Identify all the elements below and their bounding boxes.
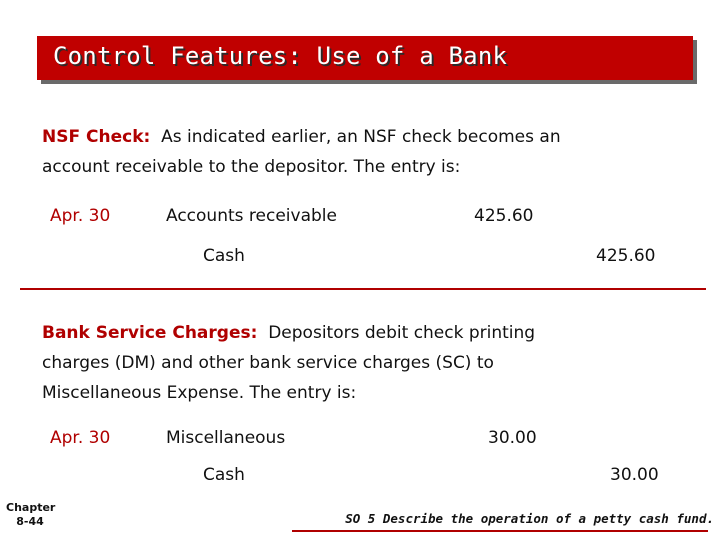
chapter-label (6, 501, 54, 529)
chapter-text: Chapter (6, 501, 56, 514)
bank-charges-debit-amount: 30.00 (488, 428, 537, 448)
bank-charges-text-line3: Miscellaneous Expense. The entry is: (42, 383, 357, 403)
nsf-entry-date: Apr. 30 (50, 206, 111, 226)
footer-rule (292, 530, 708, 532)
bank-charges-debit-account: Miscellaneous (166, 428, 286, 448)
nsf-credit-account: Cash (203, 246, 245, 266)
page-title: Control Features: Use of a Bank (53, 42, 508, 70)
nsf-debit-account: Accounts receivable (166, 206, 337, 226)
section-divider (20, 288, 706, 290)
bank-charges-label: Bank Service Charges: (42, 323, 258, 343)
bank-charges-credit-account: Cash (203, 465, 245, 485)
nsf-debit-amount: 425.60 (474, 206, 534, 226)
nsf-label: NSF Check: (42, 127, 151, 147)
bank-charges-text-line1: Depositors debit check printing (268, 323, 536, 343)
nsf-credit-amount: 425.60 (596, 246, 656, 266)
nsf-text-line1: As indicated earlier, an NSF check becomes an (161, 127, 561, 147)
bank-charges-paragraph (42, 318, 535, 408)
nsf-text-line2: account receivable to the depositor. The entry is: (42, 157, 461, 177)
chapter-page: 8-44 (16, 515, 44, 528)
title-bar (37, 36, 693, 80)
bank-charges-entry-date: Apr. 30 (50, 428, 111, 448)
nsf-paragraph (42, 122, 561, 182)
study-objective: SO 5 Describe the operation of a petty cash fund. (345, 511, 714, 526)
bank-charges-text-line2: charges (DM) and other bank service charges (SC) to (42, 353, 494, 373)
bank-charges-credit-amount: 30.00 (610, 465, 659, 485)
